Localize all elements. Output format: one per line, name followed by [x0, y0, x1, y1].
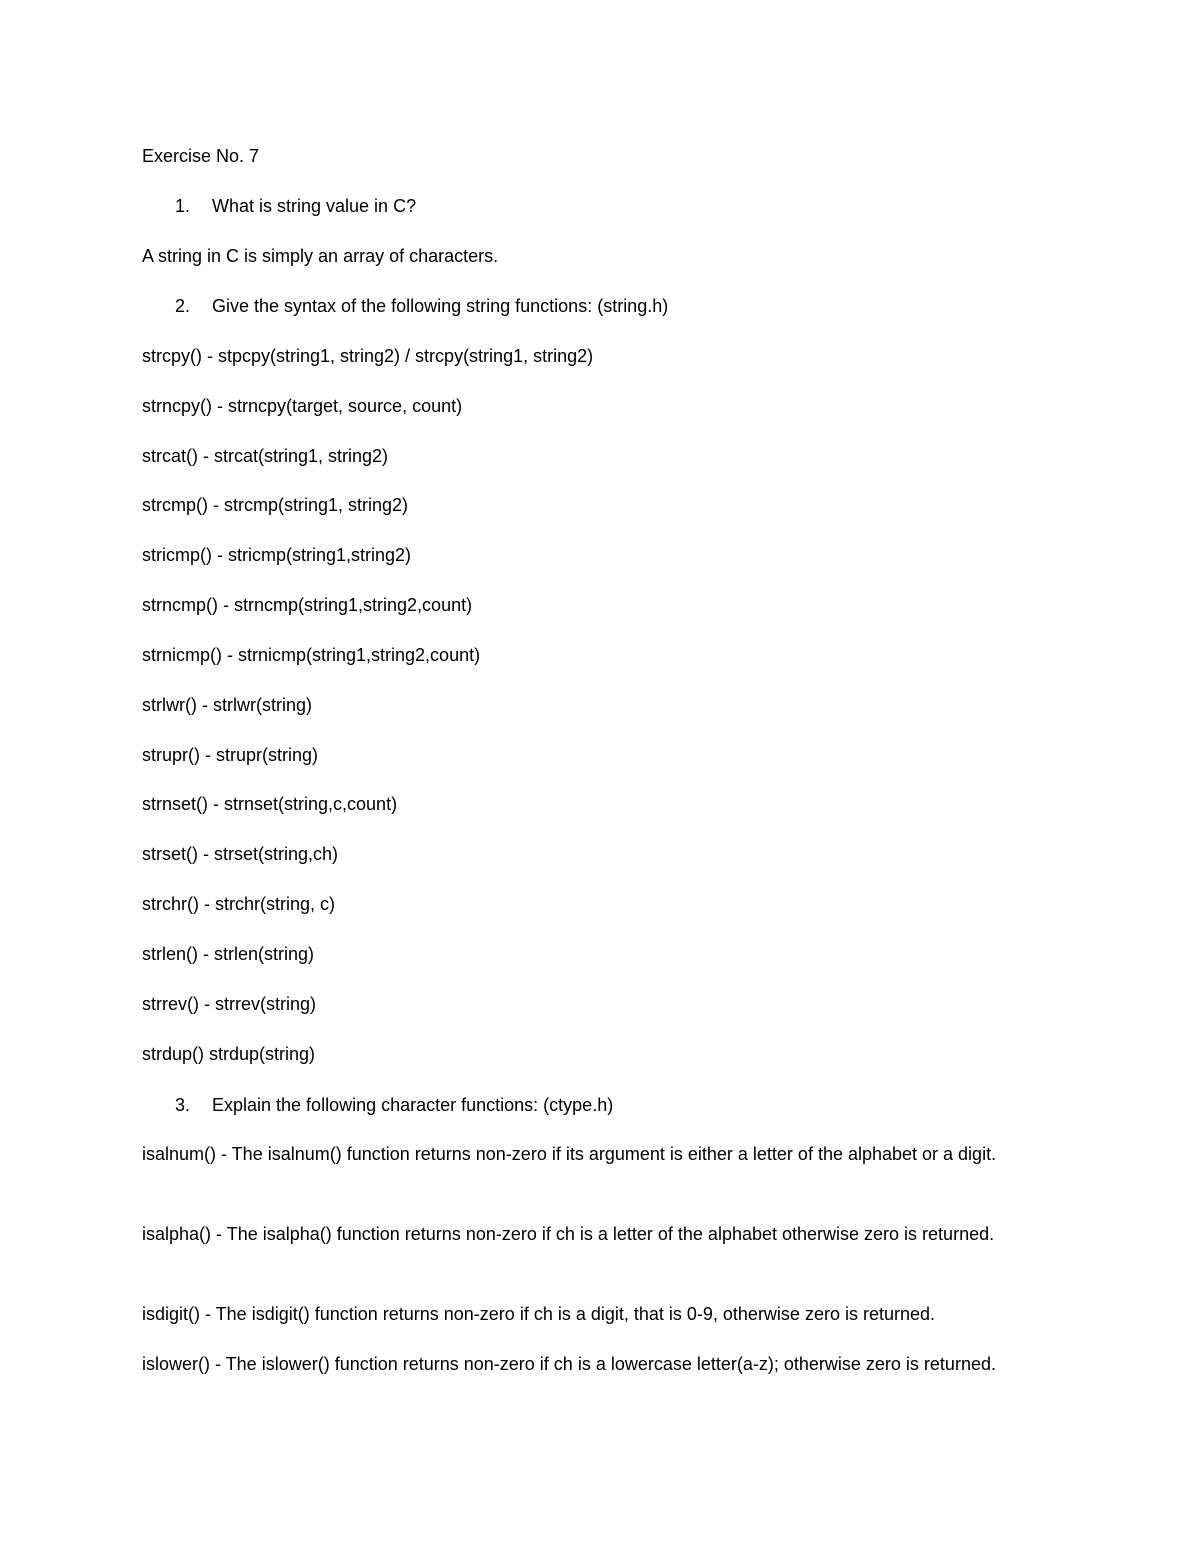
char-function-paragraph: islower() - The islower() function returns non-zero if ch is a lowercase letter(a-z); otherwise zero is returned.: [142, 1354, 996, 1374]
answer-1: A string in C is simply an array of characters.: [142, 246, 499, 266]
string-function-line: strlwr() - strlwr(string): [142, 695, 312, 715]
string-function-line: strset() - strset(string,ch): [142, 844, 339, 864]
string-function-line: strcat() - strcat(string1, string2): [142, 446, 389, 466]
string-function-line: strupr() - strupr(string): [142, 745, 319, 765]
char-function-paragraph: isalpha() - The isalpha() function returns non-zero if ch is a letter of the alphabet otherwise zero is returned.: [142, 1224, 995, 1244]
string-function-line: strncmp() - strncmp(string1,string2,count): [142, 595, 473, 615]
string-function-line: strnset() - strnset(string,c,count): [142, 794, 398, 814]
question-number: 2.: [175, 296, 191, 316]
string-function-line: strcpy() - stpcpy(string1, string2) / strcpy(string1, string2): [142, 346, 594, 366]
question-3: [175, 1090, 613, 1120]
question-1: [175, 191, 416, 221]
question-text: Explain the following character functions: (ctype.h): [212, 1095, 614, 1115]
string-function-line: strdup() strdup(string): [142, 1044, 316, 1064]
string-function-line: strlen() - strlen(string): [142, 944, 315, 964]
question-number: 3.: [175, 1095, 191, 1115]
string-function-line: stricmp() - stricmp(string1,string2): [142, 545, 412, 565]
string-function-line: strrev() - strrev(string): [142, 994, 316, 1014]
char-function-paragraph: isdigit() - The isdigit() function returns non-zero if ch is a digit, that is 0-9, otherwise zero is returned.: [142, 1304, 936, 1324]
string-function-line: strncpy() - strncpy(target, source, count): [142, 396, 463, 416]
question-text: Give the syntax of the following string functions: (string.h): [212, 296, 669, 316]
string-function-line: strchr() - strchr(string, c): [142, 894, 335, 914]
char-function-paragraph: isalnum() - The isalnum() function returns non-zero if its argument is either a letter of the alphabet or a digit.: [142, 1144, 997, 1164]
question-number: 1.: [175, 196, 191, 216]
string-function-line: strcmp() - strcmp(string1, string2): [142, 495, 409, 515]
exercise-title: Exercise No. 7: [142, 146, 260, 166]
string-function-line: strnicmp() - strnicmp(string1,string2,count): [142, 645, 481, 665]
question-2: [175, 291, 668, 321]
question-text: What is string value in C?: [212, 196, 417, 216]
